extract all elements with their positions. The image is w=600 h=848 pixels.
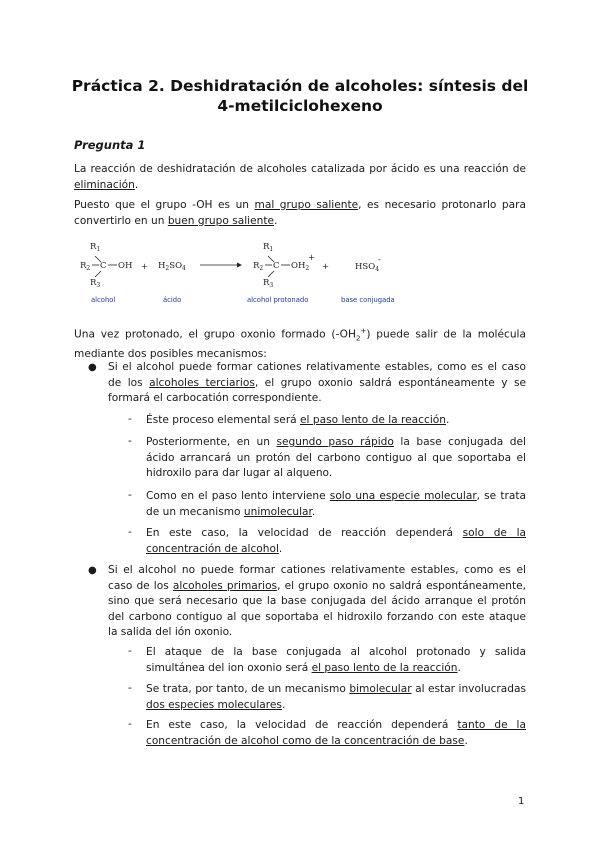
r2-label-product: $R_2$ bbox=[253, 261, 264, 272]
dash-marker: - bbox=[128, 682, 132, 694]
bullet-primary: Si el alcohol no puede formar cationes relativamente estables, como es el caso de los alcoholes primarios, el grupo oxonio no saldrá espontáneamente, sino que será necesario que la base conjugada del ácido arranque el protón del carbono contiguo al que soportaba el hidroxilo forzando con este ataque la salida del ión oxonio. bbox=[108, 564, 527, 639]
dash-marker: - bbox=[128, 526, 132, 538]
r1-label-product: $R_1$ bbox=[263, 242, 274, 253]
r2-label: $R_2$ bbox=[80, 261, 91, 272]
page-number: 1 bbox=[518, 796, 525, 807]
caption-alcohol: alcohol bbox=[91, 296, 116, 304]
caption-conjugate-base: base conjugada bbox=[341, 296, 395, 304]
r3-label: $R_3$ bbox=[90, 278, 101, 289]
dash-marker: - bbox=[128, 645, 132, 657]
item-unimolecular: Como en el paso lento interviene solo una especie molecular, se trata de un mecanismo unimolecular. bbox=[146, 490, 526, 518]
plus-sign-2: + bbox=[322, 262, 330, 272]
sulfuric-acid: $H_2SO_4$ bbox=[158, 261, 186, 272]
carbon-label-product: C bbox=[273, 261, 280, 271]
caption-acid: ácido bbox=[163, 296, 182, 304]
paragraph-leaving-group: Puesto que el grupo -OH es un mal grupo saliente, es necesario protonarlo para convertirlo en un buen grupo saliente. bbox=[74, 199, 526, 227]
item-concerted-attack: El ataque de la base conjugada al alcohol protonado y salida simultánea del ion oxonio será el paso lento de la reacción. bbox=[146, 646, 526, 674]
title-line-1: Práctica 2. Deshidratación de alcoholes: síntesis del bbox=[71, 77, 529, 95]
hydrogen-sulfate: $HSO_4$ bbox=[355, 262, 380, 273]
paragraph-definition: La reacción de deshidratación de alcoholes catalizada por ácido es una reacción de eliminación. bbox=[74, 163, 526, 191]
positive-charge: + bbox=[308, 253, 316, 263]
r3-label-product: $R_3$ bbox=[263, 278, 274, 289]
oh2-label: $OH_2$ bbox=[291, 261, 310, 272]
item-rate-both: En este caso, la velocidad de reacción dependerá tanto de la concentración de alcohol como de la concentración de base. bbox=[146, 719, 526, 747]
negative-charge: - bbox=[378, 255, 381, 265]
caption-protonated-alcohol: alcohol protonado bbox=[247, 296, 309, 304]
oh-label: OH bbox=[118, 261, 133, 271]
paragraph-oxonium: Una vez protonado, el grupo oxonio formado $(-OH_2^+)$ puede salir de la molécula mediante dos posibles mecanismos: bbox=[74, 327, 526, 361]
title-line-2: 4-metilciclohexeno bbox=[217, 97, 383, 115]
reaction-scheme bbox=[74, 240, 474, 310]
r1-label: $R_1$ bbox=[90, 242, 101, 253]
item-slow-step: Éste proceso elemental será el paso lento de la reacción. bbox=[146, 414, 450, 426]
bullet-marker: ● bbox=[88, 565, 97, 576]
carbon-label: C bbox=[100, 261, 107, 271]
question-heading: Pregunta 1 bbox=[74, 138, 146, 152]
plus-sign: + bbox=[141, 262, 149, 272]
dash-marker: - bbox=[128, 718, 132, 730]
dash-marker: - bbox=[128, 413, 132, 425]
item-fast-step: Posteriormente, en un segundo paso rápido la base conjugada del ácido arrancará un protón del carbono contiguo al que soportaba el hidroxilo para dar lugar al alqueno. bbox=[146, 436, 526, 480]
dash-marker: - bbox=[128, 435, 132, 447]
item-rate-alcohol: En este caso, la velocidad de reacción dependerá solo de la concentración de alcohol. bbox=[146, 527, 527, 555]
bullet-tertiary: Si el alcohol puede formar cationes relativamente estables, como es el caso de los alcoholes terciarios, el grupo oxonio saldrá espontáneamente y se formará el carbocatión correspondiente. bbox=[108, 361, 526, 405]
page-title bbox=[60, 76, 540, 116]
dash-marker: - bbox=[128, 489, 132, 501]
bullet-marker: ● bbox=[88, 362, 97, 373]
item-bimolecular: Se trata, por tanto, de un mecanismo bimolecular al estar involucradas dos especies moleculares. bbox=[146, 683, 526, 711]
